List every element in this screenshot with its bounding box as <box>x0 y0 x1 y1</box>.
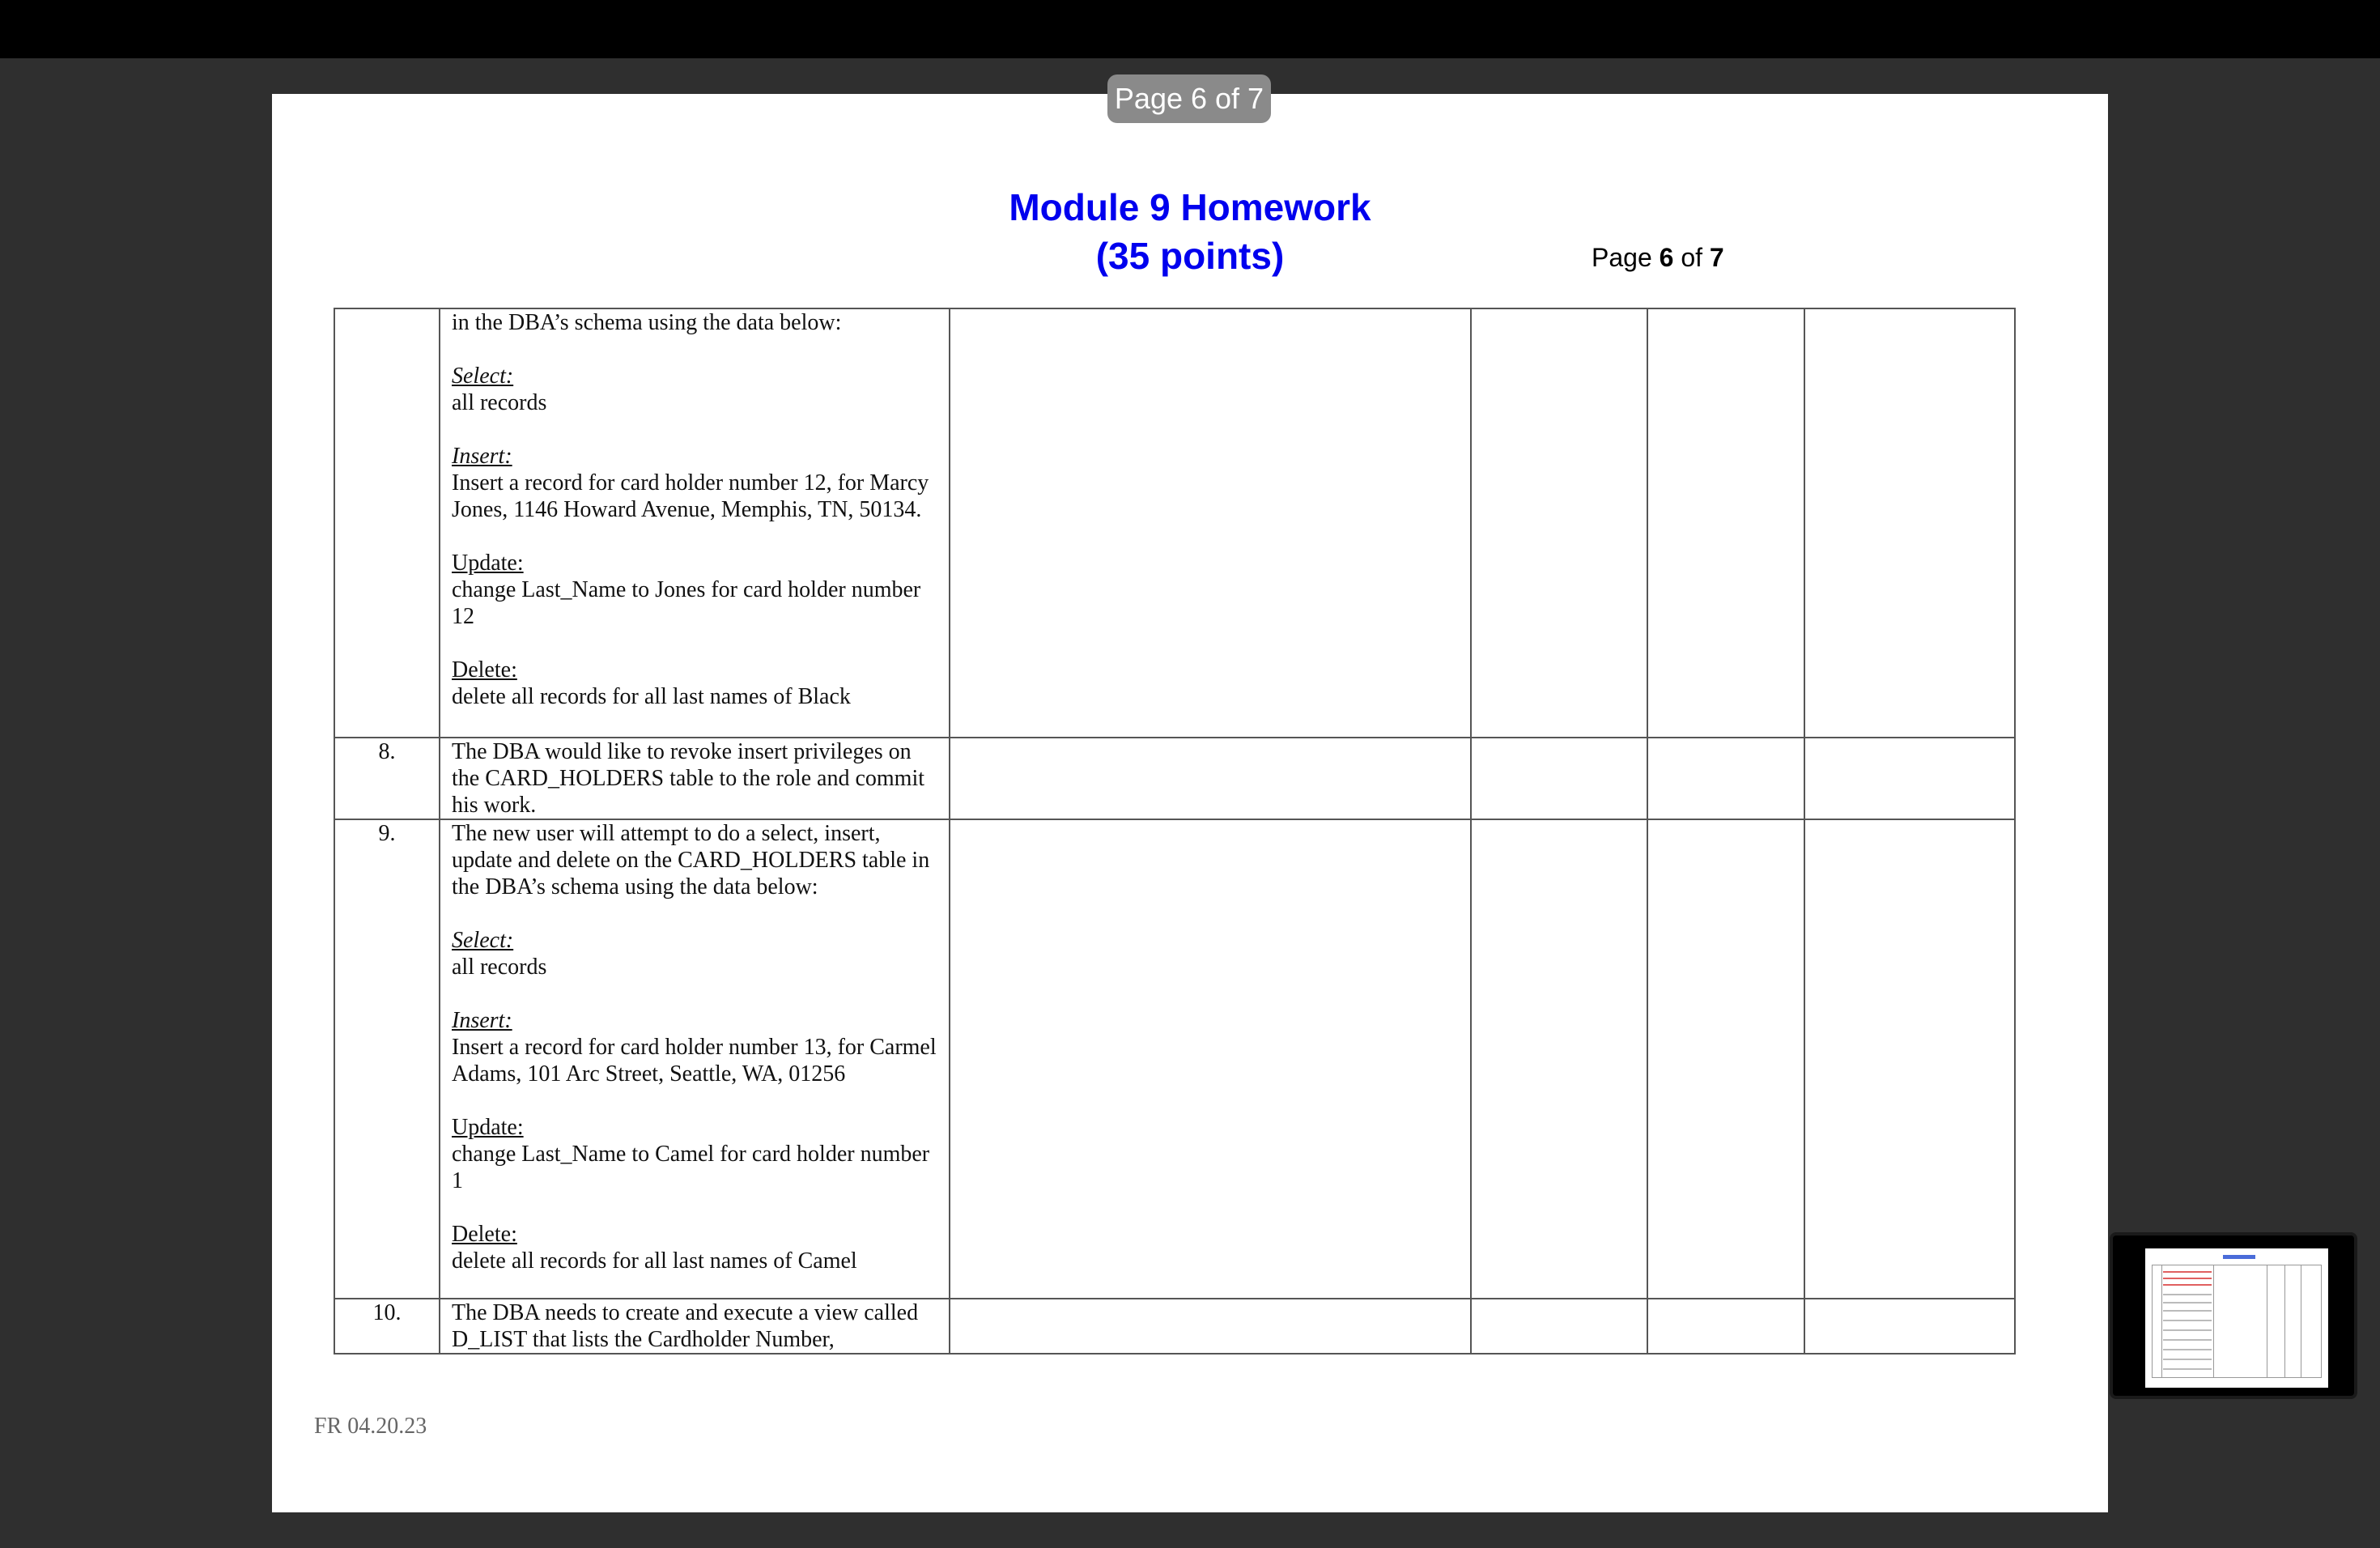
thumbnail-text-line <box>2163 1320 2212 1321</box>
thumbnail-text-line <box>2163 1302 2212 1303</box>
thumbnail-text-line <box>2163 1271 2212 1273</box>
delete-label: Delete: <box>452 1222 517 1247</box>
insert-text: Insert a record for card holder number 12, for Marcy Jones, 1146 Howard Avenue, Memphis, TN, 50134. <box>452 470 929 522</box>
thumbnail-text-line <box>2163 1368 2212 1370</box>
delete-text: delete all records for all last names of Black <box>452 684 851 709</box>
row-number: 8. <box>334 738 440 819</box>
select-label: Select: <box>452 928 514 953</box>
score-cell <box>1647 308 1804 738</box>
row-number <box>334 308 440 738</box>
points-cell <box>1471 738 1647 819</box>
points-cell <box>1471 1299 1647 1354</box>
page-number <box>1592 243 1724 273</box>
title-line-1: Module 9 Homework <box>1009 186 1371 228</box>
answer-cell <box>950 819 1471 1299</box>
row-description: The DBA needs to create and execute a view called D_LIST that lists the Cardholder Number, <box>440 1299 950 1354</box>
page-total: 7 <box>1709 243 1724 272</box>
answer-cell <box>950 738 1471 819</box>
thumbnail-text-line <box>2163 1278 2212 1279</box>
score-cell <box>1647 1299 1804 1354</box>
document-footer: FR 04.20.23 <box>314 1414 427 1439</box>
insert-label: Insert: <box>452 1008 512 1033</box>
thumbnail-text-line <box>2163 1329 2212 1331</box>
row-intro: The new user will attempt to do a select, insert, update and delete on the CARD_HOLDERS table in the DBA’s schema using the data below: <box>452 821 930 899</box>
update-text: change Last_Name to Jones for card holder number 12 <box>452 577 921 629</box>
table-row <box>334 308 2015 738</box>
row-intro: in the DBA’s schema using the data below: <box>452 310 842 335</box>
page-of: of <box>1681 243 1702 272</box>
thumbnail-page[interactable] <box>2145 1248 2328 1388</box>
score-cell <box>1647 819 1804 1299</box>
row-number: 9. <box>334 819 440 1299</box>
delete-label: Delete: <box>452 657 517 683</box>
comments-cell <box>1804 819 2015 1299</box>
thumbnail-table-mark <box>2152 1265 2322 1378</box>
answer-cell <box>950 1299 1471 1354</box>
thumbnail-text-line <box>2163 1339 2212 1341</box>
select-label: Select: <box>452 364 514 389</box>
table-row <box>334 1299 2015 1354</box>
table-row <box>334 738 2015 819</box>
comments-cell <box>1804 738 2015 819</box>
row-description <box>440 819 950 1299</box>
update-text: change Last_Name to Camel for card holder number 1 <box>452 1142 930 1193</box>
thumbnail-text-line <box>2163 1284 2212 1286</box>
title-line-2: (35 points) <box>1095 235 1285 277</box>
points-cell <box>1471 819 1647 1299</box>
thumbnail-column-line <box>2213 1265 2214 1378</box>
select-text: all records <box>452 390 547 415</box>
comments-cell <box>1804 1299 2015 1354</box>
page-label: Page <box>1592 243 1652 272</box>
thumbnail-column-line <box>2284 1265 2285 1378</box>
insert-text: Insert a record for card holder number 13, for Carmel Adams, 101 Arc Street, Seattle, WA, 01256 <box>452 1035 937 1087</box>
update-label: Update: <box>452 1115 524 1140</box>
page-current: 6 <box>1659 243 1674 272</box>
comments-cell <box>1804 308 2015 738</box>
select-text: all records <box>452 955 547 980</box>
thumbnail-text-line <box>2163 1349 2212 1350</box>
points-cell <box>1471 308 1647 738</box>
insert-label: Insert: <box>452 444 512 469</box>
answer-cell <box>950 308 1471 738</box>
page-thumbnail[interactable] <box>2110 1232 2357 1399</box>
thumbnail-text-line <box>2163 1359 2212 1360</box>
thumbnail-text-line <box>2163 1310 2212 1312</box>
row-number: 10. <box>334 1299 440 1354</box>
page-indicator: Page 6 of 7 <box>1107 74 1271 123</box>
update-label: Update: <box>452 551 524 576</box>
homework-table <box>334 308 2016 1354</box>
row-description <box>440 308 950 738</box>
delete-text: delete all records for all last names of Camel <box>452 1248 857 1274</box>
thumbnail-text-line <box>2163 1294 2212 1295</box>
row-description: The DBA would like to revoke insert privileges on the CARD_HOLDERS table to the role and commit his work. <box>440 738 950 819</box>
thumbnail-column-line <box>2161 1265 2162 1378</box>
window-titlebar <box>0 0 2380 58</box>
score-cell <box>1647 738 1804 819</box>
thumbnail-title-mark <box>2223 1255 2255 1259</box>
table-row <box>334 819 2015 1299</box>
document-title <box>923 183 1457 280</box>
